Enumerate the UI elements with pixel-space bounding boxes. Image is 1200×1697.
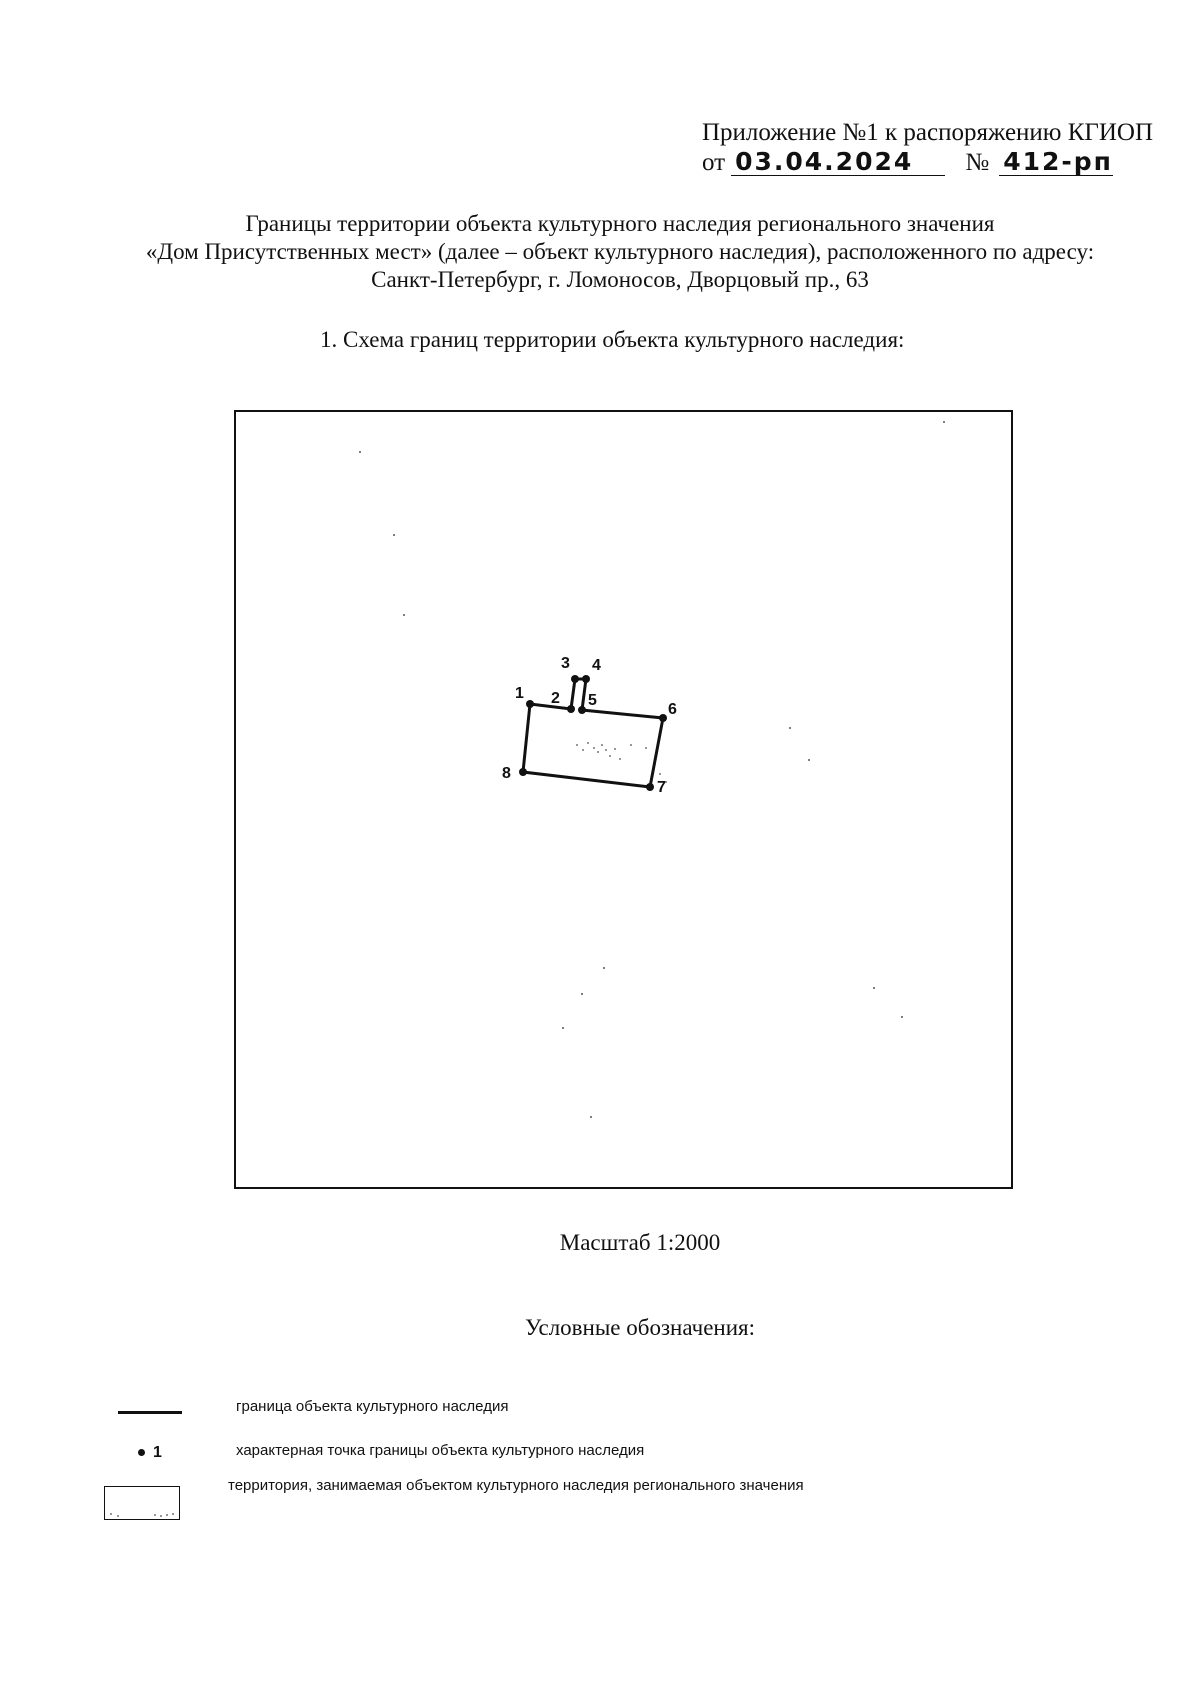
- legend-point-label: характерная точка границы объекта культурного наследия: [236, 1442, 645, 1459]
- document-header: [702, 118, 1153, 178]
- territory-dots-icon: [105, 1487, 180, 1520]
- document-title: [0, 210, 1200, 294]
- title-line-1: Границы территории объекта культурного наследия регионального значения: [245, 211, 995, 236]
- boundary-point-label-4: 4: [592, 657, 601, 674]
- legend-territory-label: территория, занимаемая объектом культурного наследия регионального значения: [228, 1477, 804, 1494]
- legend-point-number: 1: [153, 1444, 162, 1461]
- boundary-point-label-8: 8: [502, 765, 511, 782]
- boundary-point-label-3: 3: [561, 655, 570, 672]
- boundary-point-1: [526, 700, 534, 708]
- boundary-point-7: [646, 783, 654, 791]
- boundary-point-label-1: 1: [515, 685, 524, 702]
- legend-territory-symbol: [104, 1486, 180, 1520]
- order-details: [702, 148, 1153, 178]
- boundary-point-6: [659, 714, 667, 722]
- point-dot-icon: [138, 1449, 145, 1456]
- order-number: 412-рп: [999, 149, 1113, 176]
- appendix-line: Приложение №1 к распоряжению КГИОП: [702, 119, 1154, 146]
- boundary-point-4: [582, 675, 590, 683]
- boundary-point-3: [571, 675, 579, 683]
- boundary-point-label-2: 2: [551, 690, 560, 707]
- legend-boundary-label: граница объекта культурного наследия: [236, 1398, 509, 1415]
- title-line-2: «Дом Присутственных мест» (далее – объект культурного наследия), расположенного по адресу:: [145, 239, 1095, 264]
- boundary-point-label-5: 5: [588, 692, 597, 709]
- legend-point-symbol: [138, 1444, 162, 1462]
- date-prefix: от: [702, 149, 726, 176]
- boundary-point-2: [567, 705, 575, 713]
- boundary-point-label-6: 6: [668, 701, 677, 718]
- boundary-scheme-svg: [236, 412, 1011, 1187]
- boundary-point-8: [519, 768, 527, 776]
- section-heading: 1. Схема границ территории объекта культурного наследия:: [320, 327, 905, 352]
- map-scale: Масштаб 1:2000: [559, 1230, 721, 1255]
- boundary-scheme-map: [234, 410, 1013, 1189]
- title-line-3: Санкт-Петербург, г. Ломоносов, Дворцовый пр., 63: [371, 267, 869, 292]
- boundary-point-5: [578, 706, 586, 714]
- order-date: 03.04.2024: [731, 149, 945, 176]
- boundary-point-label-7: 7: [657, 779, 666, 796]
- legend-title: Условные обозначения:: [524, 1315, 756, 1340]
- legend-boundary-line-symbol: [118, 1411, 182, 1414]
- number-prefix: №: [965, 149, 990, 176]
